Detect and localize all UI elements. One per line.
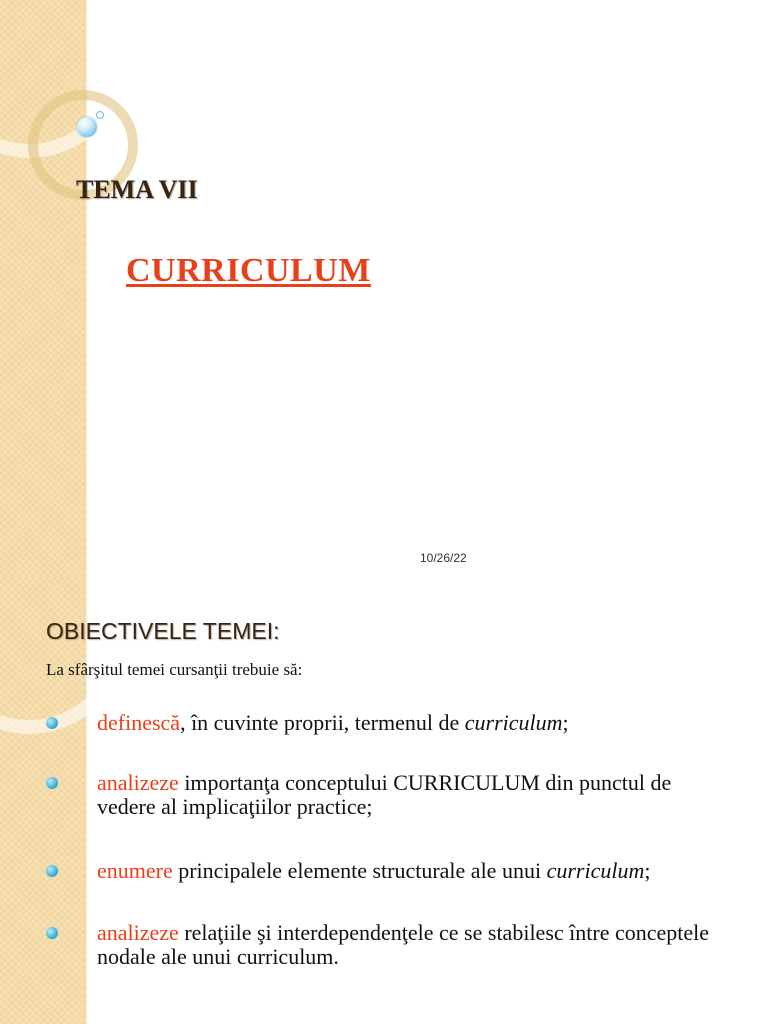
small-bubble-icon: [96, 111, 104, 119]
objective-verb: definescă: [97, 710, 181, 735]
objective-verb: analizeze: [97, 920, 179, 945]
list-item: [46, 921, 726, 969]
slide-objectives: [0, 576, 768, 1024]
objective-text-end: ;: [644, 858, 651, 883]
bullet-icon: [46, 717, 58, 729]
objective-verb: enumere: [97, 858, 173, 883]
objective-emphasis: curriculum: [464, 710, 563, 735]
objective-text: , în cuvinte proprii, termenul de: [180, 710, 465, 735]
objective-verb: analizeze: [97, 770, 179, 795]
objective-emphasis: curriculum: [546, 858, 645, 883]
objective-text: relaţiile şi interdependenţele ce se stabilesc între conceptele nodale ale unui curriculum.: [97, 920, 710, 969]
objectives-intro: La sfârşitul temei cursanţii trebuie să:: [46, 660, 303, 679]
bullet-icon: [46, 777, 58, 789]
slide-title-text: TEMA VII: [76, 175, 198, 204]
objectives-title: OBIECTIVELE TEMEI:: [46, 618, 280, 644]
bullet-icon: [46, 865, 58, 877]
objective-text: importanţa conceptului CURRICULUM din punctul de vedere al implicaţiilor practice;: [97, 770, 672, 819]
objectives-list: [46, 711, 726, 969]
bullet-icon: [46, 927, 58, 939]
list-item: [46, 859, 726, 883]
slide-date: 10/26/22: [420, 551, 467, 565]
objective-text: principalele elemente structurale ale unui: [172, 858, 547, 883]
list-item: [46, 771, 726, 819]
list-item: [46, 711, 726, 735]
slide-heading: CURRICULUM: [126, 252, 371, 289]
bubble-icon: [77, 117, 97, 137]
objective-text-end: ;: [562, 710, 569, 735]
